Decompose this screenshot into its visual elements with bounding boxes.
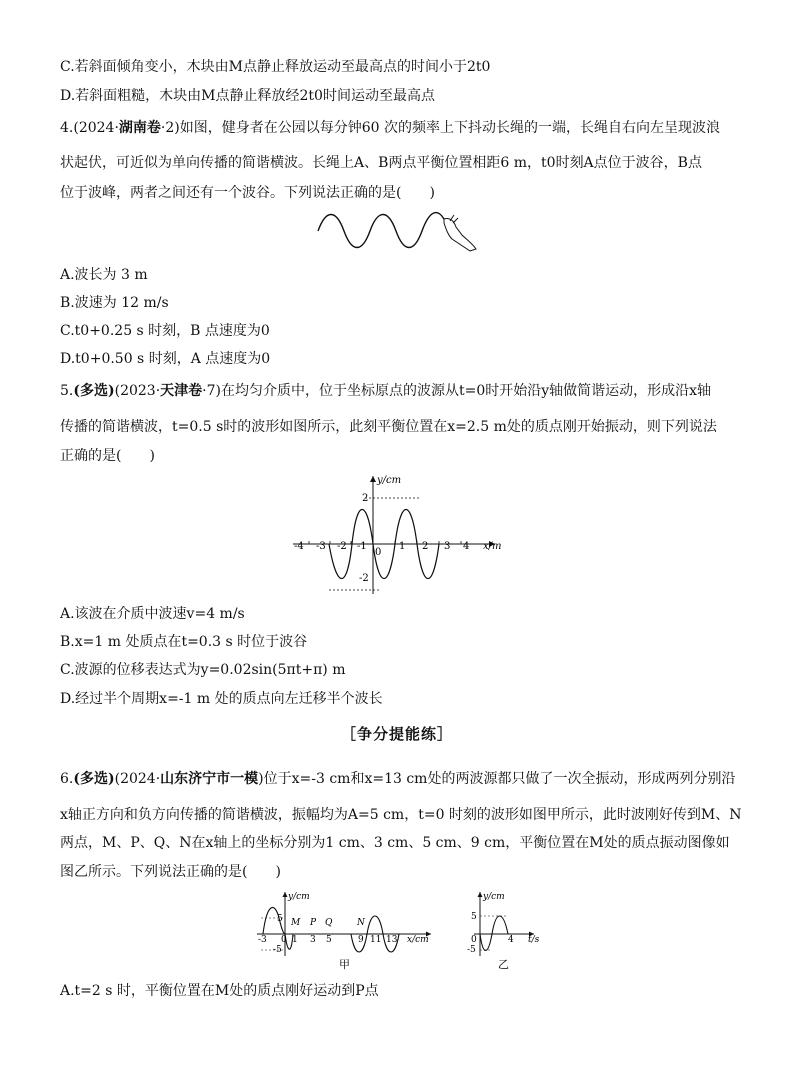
x-tick-0: 0 [281,935,287,945]
section-heading: ［争分提能练］ [340,725,453,743]
q6-source-year: (2024· [114,771,161,787]
y-axis-label: y/cm [377,475,402,486]
q5-stem-line3: 正确的是( ) [60,448,155,464]
q5-source-tail: ·7) [202,383,221,399]
q5-option-b: B.x=1 m 处质点在t=0.3 s 时位于波谷 [60,634,308,650]
q6-stem-line1 [60,769,735,789]
x-tick-3: 3 [444,541,451,552]
q6-graph-yi [456,888,546,972]
y-tick-2: 2 [362,493,369,504]
x-tick-3: 3 [310,935,316,945]
x-tick-neg3: -3 [316,541,326,552]
y-tick-5: 5 [471,912,477,922]
x-tick-0: 0 [375,547,382,558]
q6-source-tail: ) [258,771,264,787]
point-P: P [310,918,317,928]
q4-stem-text1: 如图，健身者在公园以每分钟60 次的频率上下抖动长绳的一端，长绳自右向左呈现波浪 [179,120,720,136]
q5-number: 5. [60,383,74,399]
q4-number: 4. [60,120,74,136]
caption-yi: 乙 [498,958,509,971]
q5-option-c: C.波源的位移表达式为y=0.02sin(5πt+π) m [60,662,346,678]
q4-stem-line2: 状起伏，可近似为单向传播的简谐横波。长绳上A、B两点平衡位置相距6 m，t0时刻A点位于波谷，B点 [60,155,702,171]
x-tick-13: 13 [386,935,398,945]
x-tick-neg2: -2 [337,541,347,552]
x-tick-neg1: -1 [357,541,367,552]
q4-option-a: A.波长为 3 m [60,267,148,283]
x-tick-neg4: -4 [294,541,304,552]
q6-stem-line3: 两点，M、P、Q、N在x轴上的坐标分别为1 cm、3 cm、5 cm、9 cm，平衡位置在M处的质点振动图像如 [60,835,730,851]
x-axis-label: t/s [528,935,540,945]
q5-option-d: D.经过半个周期x=-1 m 处的质点向左迁移半个波长 [60,691,383,707]
q4-option-b: B.波速为 12 m/s [60,295,169,311]
q6-stem-line2: x轴正方向和负方向传播的简谐横波，振幅均为A=5 cm，t=0 时刻的波形如图甲所示，此时波刚好传到M、N [60,807,742,823]
x-axis-label: x/cm [407,935,429,945]
q6-graph-jia [255,888,440,972]
y-axis-label: y/cm [483,892,505,902]
q5-source-name: 天津卷 [160,383,203,399]
q6-number: 6. [60,771,74,787]
q4-stem-line1 [60,118,720,138]
rope-wave [318,213,444,248]
q5-stem-text1: 在均匀介质中，位于坐标原点的波源从t=0时开始沿y轴做简谐运动，形成沿x轴 [220,383,712,399]
y-axis-arrow [478,892,483,897]
prev-option-c: C.若斜面倾角变小，木块由M点静止释放运动至最高点的时间小于2t0 [60,59,491,75]
q4-source-name: 湖南卷 [118,120,161,136]
x-tick-1: 1 [292,935,298,945]
q5-tag: (多选) [73,383,115,399]
point-M: M [291,918,301,928]
q4-rope-figure [312,205,482,257]
x-tick-5: 5 [326,935,332,945]
x-axis-label: x/m [483,541,502,552]
y-tick-neg5: -5 [467,945,476,955]
x-tick-2: 2 [422,541,429,552]
q6-option-a: A.t=2 s 时，平衡位置在M处的质点刚好运动到P点 [60,983,379,999]
q4-source-year: (2024· [73,120,119,136]
q6-stem-line4: 图乙所示。下列说法正确的是( ) [60,864,281,880]
q6-source-name: 山东济宁市一模 [160,771,259,787]
q6-stem-text1: 位于x=-3 cm和x=13 cm处的两波源都只做了一次全振动，形成两列分别沿 [263,771,736,787]
q5-stem-line2: 传播的简谐横波，t=0.5 s时的波形如图所示，此刻平衡位置在x=2.5 m处的质点刚开始振动，则下列说法 [60,419,717,435]
hand-icon [444,215,476,251]
x-tick-11: 11 [370,935,382,945]
x-tick-4: 4 [463,541,470,552]
q5-stem-line1 [60,381,711,401]
q5-source-year: (2023· [114,383,161,399]
y-tick-neg5: -5 [273,945,282,955]
x-tick-0: 0 [471,935,477,945]
x-tick-neg3: -3 [258,935,267,945]
q4-source-tail: ·2) [160,120,180,136]
vibration-curve [480,916,508,951]
y-axis-label: y/cm [288,892,310,902]
y-axis-arrow [370,476,376,482]
y-tick-neg2: -2 [359,573,369,584]
x-tick-4: 4 [508,935,514,945]
x-tick-9: 9 [358,935,364,945]
q4-option-c: C.t0+0.25 s 时刻，B 点速度为0 [60,323,270,339]
q4-stem-line3: 位于波峰，两者之间还有一个波谷。下列说法正确的是( ) [60,185,435,201]
y-axis-arrow [283,892,288,897]
q5-option-a: A.该波在介质中波速v=4 m/s [60,606,245,622]
q5-wave-graph [285,470,515,600]
q6-tag: (多选) [73,771,115,787]
prev-option-d: D.若斜面粗糙，木块由M点静止释放经2t0时间运动至最高点 [60,88,435,104]
point-N: N [357,918,365,928]
y-tick-5: 5 [277,914,283,924]
point-Q: Q [325,918,333,928]
caption-jia: 甲 [339,958,350,971]
q4-option-d: D.t0+0.50 s 时刻，A 点速度为0 [60,351,271,367]
x-tick-1: 1 [399,541,406,552]
